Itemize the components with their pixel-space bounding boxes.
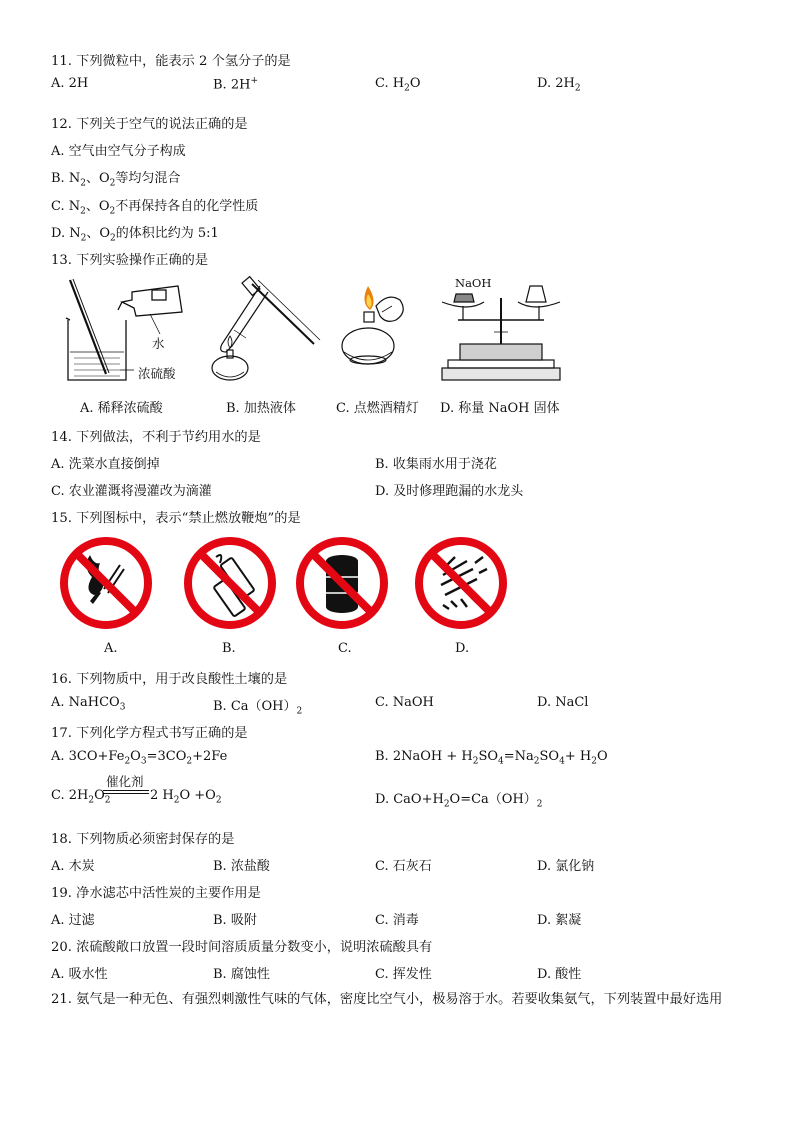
q17-option-a: A. $3CO+Fe_2O_3=3CO_2+2Fe$ [51,749,228,767]
q20-option-a: A. 吸水性 [51,967,108,982]
q14-option-a: A. 洗菜水直接倒掉 [51,457,160,472]
q15-caption-c: C. [338,641,352,656]
q11-option-c: C. $H_2O$ [375,76,421,94]
sign-c-icon [300,541,384,625]
sign-a-icon [64,541,148,625]
q14-option-d: D. 及时修理跑漏的水龙头 [375,484,524,499]
q16-option-a: A. NaHCO$_3$ [51,695,126,713]
q15-signs [56,533,516,633]
q13-label-water: 水 [152,336,165,351]
q12-stem: 12. 下列关于空气的说法正确的是 [51,117,248,132]
q12-option-c: C. $N_2$、$O_2$不再保持各自的化学性质 [51,199,259,217]
q18-option-a: A. 木炭 [51,859,95,874]
q13-caption-c: C. 点燃酒精灯 [336,401,419,416]
q15-caption-d: D. [455,641,470,656]
q13-stem: 13. 下列实验操作正确的是 [51,253,209,268]
q18-option-d: D. 氯化钠 [537,859,595,874]
q11-stem: 11. 下列微粒中，能表示 2 个氢分子的是 [51,54,291,69]
q15-stem: 15. 下列图标中，表示“禁止燃放鞭炮”的是 [51,511,301,526]
q18-option-c: C. 石灰石 [375,859,432,874]
q20-option-d: D. 酸性 [537,967,582,982]
q16-stem: 16. 下列物质中，用于改良酸性土壤的是 [51,672,288,687]
sign-b-icon [188,541,272,625]
q18-option-b: B. 浓盐酸 [213,859,270,874]
q17-option-c-left: C. $2H_2O_2$ [51,788,111,806]
q20-option-c: C. 挥发性 [375,967,432,982]
q14-option-c: C. 农业灌溉将漫灌改为滴灌 [51,484,212,499]
q12-option-d: D. $N_2$、$O_2$的体积比约为 5:1 [51,226,219,244]
q19-option-d: D. 絮凝 [537,913,582,928]
q13-figures [60,272,570,390]
q19-option-c: C. 消毒 [375,913,419,928]
q17-option-d: D. $CaO+H_2O=Ca(OH)_2$ [375,792,543,810]
q12-option-b: B. $N_2$、$O_2$等均匀混合 [51,171,181,189]
q17-stem: 17. 下列化学方程式书写正确的是 [51,726,248,741]
figure-b-heating [212,277,320,380]
q12-option-a: A. 空气由空气分子构成 [51,144,186,159]
q13-caption-b: B. 加热液体 [226,401,296,416]
q17-option-c-right: 2 $H_2O +O_2$ [150,788,222,806]
q11-option-d: D. $2H_2$ [537,76,581,94]
sign-d-icon [419,541,503,625]
q13-caption-d: D. 称量 NaOH 固体 [440,401,560,416]
q11-option-b: B. 2H+ [213,76,258,93]
q16-option-b: B. $Ca(OH)_2$ [213,699,303,717]
q19-option-b: B. 吸附 [213,913,257,928]
q19-option-a: A. 过滤 [51,913,95,928]
q20-stem: 20. 浓硫酸敞口放置一段时间溶质质量分数变小，说明浓硫酸具有 [51,940,433,955]
q15-caption-a: A. [104,641,118,656]
figure-d-balance [442,286,560,380]
q13-caption-a: A. 稀释浓硫酸 [80,401,163,416]
q20-option-b: B. 腐蚀性 [213,967,270,982]
q21-stem: 21. 氨气是一种无色、有强烈刺激性气味的气体，密度比空气小，极易溶于水。若要收集氨气，下列装置中最好选用 [51,992,723,1007]
q18-stem: 18. 下列物质必须密封保存的是 [51,832,235,847]
q17-option-b: B. 2NaOH + $H_2SO_4=Na_2SO_4+ H_2O$ [375,749,608,767]
q19-stem: 19. 净水滤芯中活性炭的主要作用是 [51,886,261,901]
q17-catalyst-label: 催化剂 [106,774,144,789]
q13-label-acid: 浓硫酸 [138,366,176,381]
q16-option-c: C. NaOH [375,695,434,710]
q14-option-b: B. 收集雨水用于浇花 [375,457,497,472]
q16-option-d: D. NaCl [537,695,589,710]
q14-stem: 14. 下列做法，不利于节约用水的是 [51,430,261,445]
q15-caption-b: B. [222,641,236,656]
q11-option-a: A. 2H [51,76,89,91]
q13-label-naoh: NaOH [455,276,492,290]
figure-c-lamp [342,286,403,364]
